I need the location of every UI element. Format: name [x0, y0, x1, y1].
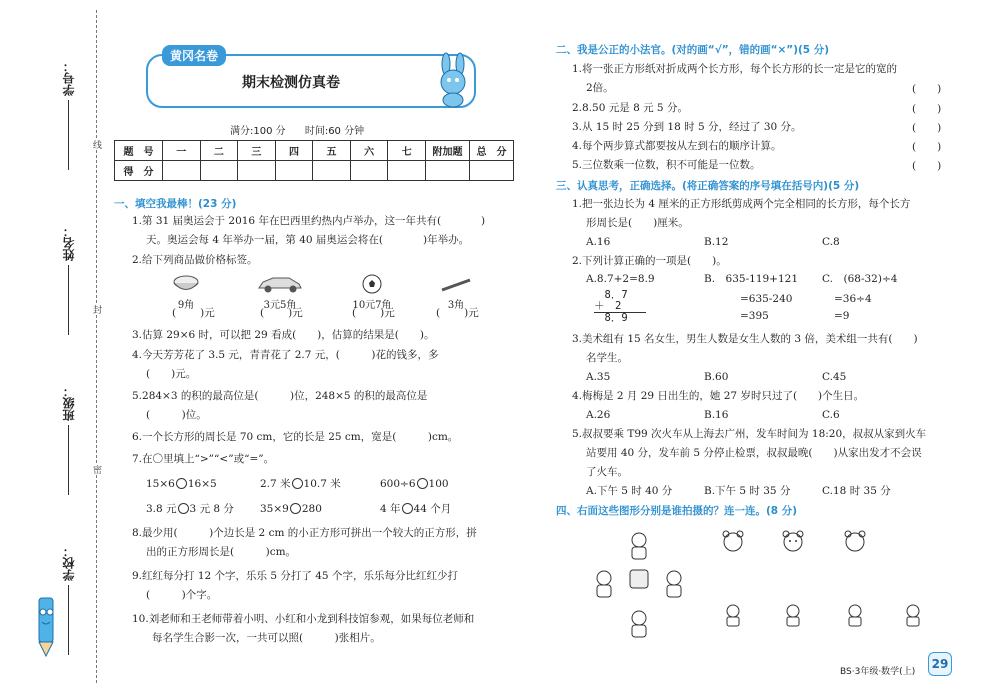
s3-q2-option-a[interactable]: A.8.7+2=8.9 [586, 273, 655, 285]
judge-answer-2[interactable]: ( ) [912, 103, 942, 115]
goods-car: 3元5角 [252, 274, 308, 311]
s1-question-4-cont: ( )元。 [146, 368, 197, 380]
compare-circle[interactable] [417, 478, 428, 489]
score-cell: 五 [313, 141, 351, 161]
section-1-heading: 一、填空我最棒！(23 分) [114, 198, 237, 210]
s3-question-2: 2.下列计算正确的一项是( )。 [572, 255, 727, 267]
s1-question-8: 8.最少用( )个边长是 2 cm 的小正方形可拼出一个较大的正方形，拼 [132, 527, 477, 539]
compare-2: 2.7 米 10.7 米 [260, 478, 341, 490]
s3-question-3: 3.美术组有 15 名女生，男生人数是女生人数的 3 倍，美术组一共有( ) [572, 333, 918, 345]
compare-3: 600÷6 100 [380, 478, 449, 490]
s1-question-7: 7.在〇里填上“>”“<”或“=”。 [132, 453, 275, 465]
compare-5: 35×9 280 [260, 503, 322, 515]
s1-question-1-cont: 天。奥运会每 4 年举办一届，第 40 届奥运会将在( )年举办。 [146, 234, 470, 246]
school-field[interactable]: 学校： [60, 545, 77, 655]
s1-question-10: 10.刘老师和王老师带着小明、小红和小龙到科技馆参观，如果每位老师和 [132, 613, 475, 625]
score-table-header-row [115, 141, 514, 161]
price-answer-2[interactable]: ( )元 [260, 307, 303, 319]
bear-view-1-icon [720, 528, 746, 554]
fold-mark-line: 线 [91, 140, 101, 149]
s3-q5-option-b[interactable]: B.下午 5 时 35 分 [704, 485, 791, 497]
s3-question-5-cont: 站要用 40 分，发车前 5 分停止检票，叔叔最晚( )从家出发才不会误 [586, 447, 922, 459]
s3-q2-option-b[interactable]: B. 635-119+121 [704, 273, 799, 285]
score-input-cell[interactable] [426, 161, 470, 181]
compare-circle[interactable] [402, 503, 413, 514]
score-cell: 总 分 [470, 141, 514, 161]
compare-1: 15×6 16×5 [146, 478, 217, 490]
binding-margin [0, 0, 108, 693]
s3-q2-c-step-2: =9 [834, 310, 850, 322]
goods-pencil: 3角 [436, 274, 476, 311]
score-cell: 三 [238, 141, 276, 161]
s3-q3-option-a[interactable]: A.35 [586, 371, 611, 383]
s1-question-2: 2.给下列商品做价格标签。 [132, 254, 258, 266]
name-field[interactable]: 姓名： [60, 225, 77, 335]
bear-view-2-icon [780, 528, 806, 554]
score-input-cell[interactable] [388, 161, 426, 181]
fold-mark-secret: 密 [91, 465, 101, 474]
child-photo-4-icon [900, 602, 926, 628]
price-answer-3[interactable]: ( )元 [352, 307, 395, 319]
score-input-cell[interactable] [275, 161, 313, 181]
child-photo-1-icon [720, 602, 746, 628]
compare-circle[interactable] [290, 503, 301, 514]
s3-q5-option-a[interactable]: A.下午 5 时 40 分 [586, 485, 673, 497]
s3-q4-option-b[interactable]: B.16 [704, 409, 729, 421]
score-cell: 题 号 [115, 141, 163, 161]
score-input-cell[interactable] [200, 161, 238, 181]
compare-circle[interactable] [176, 478, 187, 489]
s2-item-2: 2.8.50 元是 8 元 5 分。 [572, 102, 688, 114]
s1-question-9-cont: ( )个字。 [146, 589, 218, 601]
s1-question-1: 1.第 31 届奥运会于 2016 年在巴西里约热内卢举办，这一年共有( ) [132, 215, 486, 227]
s3-question-3-cont: 名学生。 [586, 352, 628, 364]
s3-question-5-cont2: 了火车。 [586, 466, 628, 478]
judge-answer-5[interactable]: ( ) [912, 160, 942, 172]
s3-q1-option-b[interactable]: B.12 [704, 236, 729, 248]
s3-q2-b-step-2: =395 [740, 310, 769, 322]
s2-item-3: 3.从 15 时 25 分到 18 时 5 分，经过了 30 分。 [572, 121, 802, 133]
car-icon [255, 274, 305, 294]
football-icon [361, 274, 383, 294]
exam-meta [230, 122, 380, 137]
child-photo-3-icon [842, 602, 868, 628]
judge-answer-1[interactable]: ( ) [912, 83, 942, 95]
compare-circle[interactable] [178, 503, 189, 514]
s1-question-9: 9.红红每分打 12 个字，乐乐 5 分打了 45 个字，乐乐每分比红红少打 [132, 570, 458, 582]
s1-question-4: 4.今天芳芳花了 3.5 元，青青花了 2.7 元，( )花的钱多，多 [132, 349, 439, 361]
s3-q2-b-step-1: =635-240 [740, 293, 793, 305]
s1-question-10-cont: 每名学生合影一次，一共可以照( )张相片。 [152, 632, 381, 644]
score-cell: 附加题 [426, 141, 470, 161]
child-photo-2-icon [780, 602, 806, 628]
score-input-cell[interactable] [238, 161, 276, 181]
bear-view-3-icon [842, 528, 868, 554]
s3-q2-option-c[interactable]: C. (68-32)÷4 [822, 273, 898, 285]
score-cell: 一 [163, 141, 201, 161]
s3-q4-option-c[interactable]: C.6 [822, 409, 840, 421]
footer-series: BS·3年级·数学(上) [840, 667, 916, 677]
s3-q2-c-step-1: =36÷4 [834, 293, 872, 305]
s3-question-1: 1.把一张边长为 4 厘米的正方形纸剪成两个完全相同的长方形，每个长方 [572, 198, 911, 210]
s2-item-5: 5.三位数乘一位数，积不可能是一位数。 [572, 159, 761, 171]
s1-question-8-cont: 出的正方形周长是( )cm。 [146, 546, 297, 558]
judge-answer-4[interactable]: ( ) [912, 141, 942, 153]
s3-q3-option-c[interactable]: C.45 [822, 371, 847, 383]
score-input-cell[interactable] [350, 161, 388, 181]
vertical-addition: 8．7 ＋ 2 8．9 [594, 290, 646, 324]
score-cell: 六 [350, 141, 388, 161]
judge-answer-3[interactable]: ( ) [912, 122, 942, 134]
brand-tag: 黄冈名卷 [162, 45, 226, 66]
section-3-heading: 三、认真思考，正确选择。(将正确答案的序号填在括号内)(5 分) [556, 180, 860, 192]
time-limit: 时间:60 分钟 [304, 126, 365, 137]
s1-question-6: 6.一个长方形的周长是 70 cm，它的长是 25 cm，宽是( )cm。 [132, 431, 459, 443]
full-score: 满分:100 分 [230, 126, 286, 137]
score-table-score-row [115, 161, 514, 181]
s3-question-4: 4.梅梅是 2 月 29 日出生的，她 27 岁时只过了( )个生日。 [572, 390, 865, 402]
bunny-mascot-icon [428, 52, 478, 108]
section-4-heading: 四、右面这些图形分别是谁拍摄的？连一连。(8 分) [556, 505, 798, 517]
pencil-mascot-icon [28, 590, 64, 660]
price-answer-1[interactable]: ( )元 [172, 307, 215, 319]
class-field[interactable]: 班级： [60, 385, 77, 495]
rice-bowl-icon [171, 274, 201, 294]
score-cell: 二 [200, 141, 238, 161]
s2-item-1-cont: 2倍。 [586, 82, 614, 94]
compare-4: 3.8 元 3 元 8 分 [146, 503, 234, 515]
s2-item-4: 4.每个两步算式都要按从左到右的顺序计算。 [572, 140, 782, 152]
score-cell: 七 [388, 141, 426, 161]
student-number-field[interactable]: 学号： [60, 60, 77, 170]
score-cell: 得 分 [115, 161, 163, 181]
score-input-cell[interactable] [470, 161, 514, 181]
s3-q5-option-c[interactable]: C.18 时 35 分 [822, 485, 891, 497]
goods-football: 10元7角 [344, 274, 400, 311]
score-input-cell[interactable] [313, 161, 351, 181]
s3-question-5: 5.叔叔要乘 T99 次火车从上海去广州，发车时间为 18:20，叔叔从家到火车 [572, 428, 927, 440]
page-number: 29 [928, 652, 952, 676]
section-2-heading: 二、我是公正的小法官。(对的画“√”，错的画“×”)(5 分) [556, 44, 830, 56]
s1-question-5: 5.284×3 的积的最高位是( )位，248×5 的积的最高位是 [132, 390, 428, 402]
s3-q1-option-a[interactable]: A.16 [586, 236, 611, 248]
exam-title: 期末检测仿真卷 [242, 75, 340, 91]
s3-q3-option-b[interactable]: B.60 [704, 371, 729, 383]
s2-item-1: 1.将一张正方形纸对折成两个长方形，每个长方形的长一定是它的宽的 [572, 63, 898, 75]
s3-q1-option-c[interactable]: C.8 [822, 236, 840, 248]
price-answer-4[interactable]: ( )元 [436, 307, 479, 319]
pencil-icon [438, 274, 474, 294]
score-cell: 四 [275, 141, 313, 161]
compare-6: 4 年 44 个月 [380, 503, 452, 515]
s3-q4-option-a[interactable]: A.26 [586, 409, 611, 421]
s3-question-1-cont: 形周长是( )厘米。 [586, 217, 689, 229]
children-around-object-illustration [584, 528, 694, 648]
compare-circle[interactable] [292, 478, 303, 489]
goods-rice: 9角 [166, 274, 206, 311]
s1-question-3: 3.估算 29×6 时，可以把 29 看成( )，估算的结果是( )。 [132, 329, 435, 341]
s1-question-5-cont: ( )位。 [146, 409, 207, 421]
score-input-cell[interactable] [163, 161, 201, 181]
fold-mark-seal: 封 [91, 305, 101, 314]
fold-line [96, 10, 97, 683]
score-table [114, 140, 514, 181]
